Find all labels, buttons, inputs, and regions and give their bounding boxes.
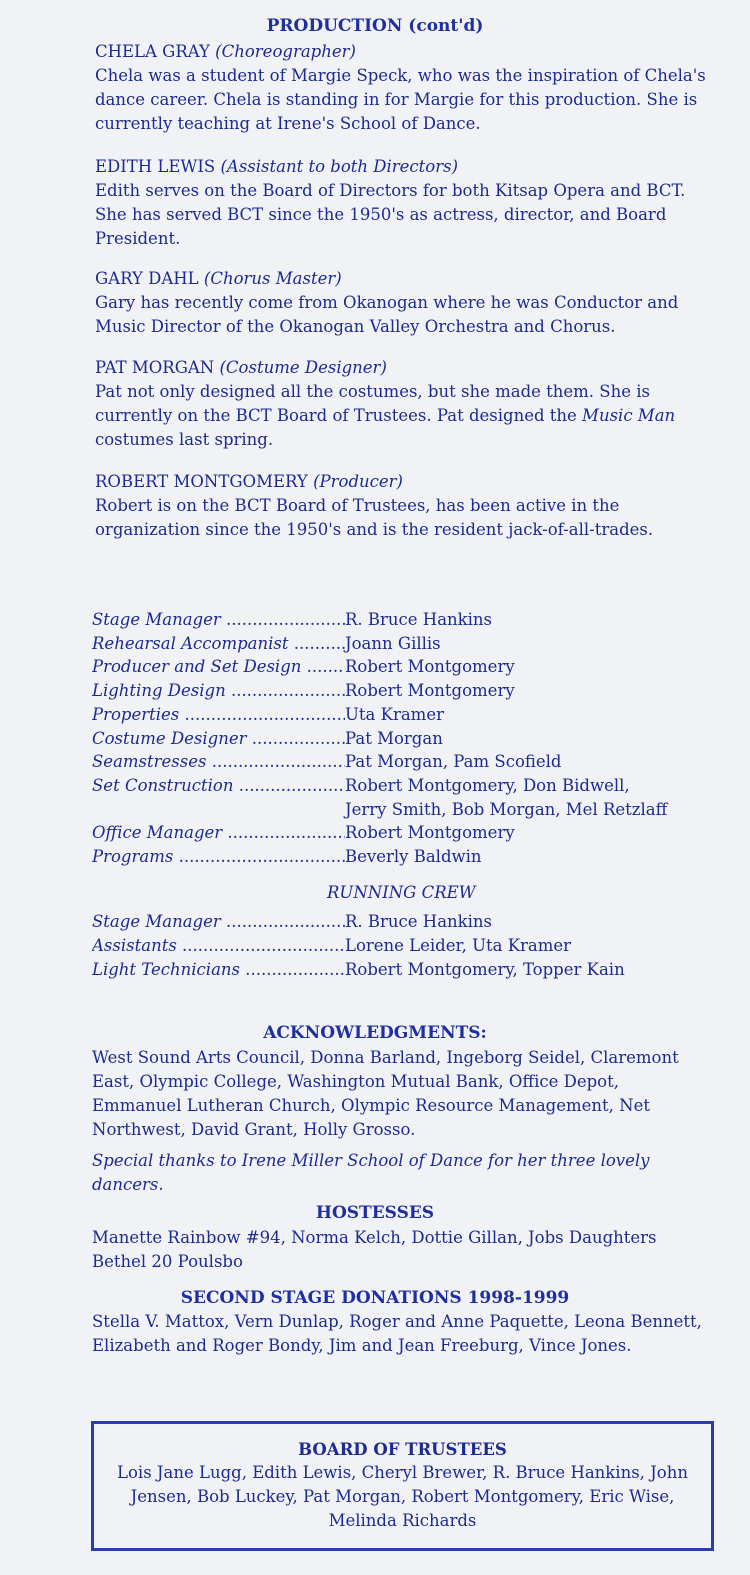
credit-row xyxy=(92,750,732,774)
donations-heading: SECOND STAGE DONATIONS 1998-1999 xyxy=(180,1288,570,1308)
bio-name: PAT MORGAN xyxy=(95,358,215,377)
bio-name: ROBERT MONTGOMERY xyxy=(95,472,308,491)
credit-row xyxy=(92,679,732,703)
bio-name-line xyxy=(95,40,715,64)
bio-text: Chela was a student of Margie Speck, who was the inspiration of Chela's dance career. Chela is standing in for Margie for this production. She is currently teaching at Irene's School of Dance. xyxy=(95,66,706,133)
crew-row xyxy=(92,910,732,934)
crew-value: Lorene Leider, Uta Kramer xyxy=(345,936,572,956)
credit-row xyxy=(92,655,732,679)
credit-row xyxy=(92,821,732,845)
credit-value: Pat Morgan, Pam Scofield xyxy=(345,752,562,772)
bio-name-line xyxy=(95,470,715,494)
bio-text-title: Music Man xyxy=(582,406,676,425)
credit-label: Set Construction ..... xyxy=(92,774,345,821)
crew-label: Stage Manager ..... xyxy=(92,910,345,934)
credit-label: Producer and Set Design ..... xyxy=(92,655,345,679)
board-heading: BOARD OF TRUSTEES xyxy=(298,1440,507,1459)
hostesses-heading: HOSTESSES xyxy=(315,1203,435,1223)
credit-label: Rehearsal Accompanist ..... xyxy=(92,632,345,656)
bio-gary-dahl xyxy=(95,267,715,339)
board-of-trustees-box xyxy=(91,1421,714,1551)
credit-value: Robert Montgomery xyxy=(345,681,515,701)
credit-row xyxy=(92,845,732,869)
bio-robert-montgomery xyxy=(95,470,715,542)
credit-value-line: Jerry Smith, Bob Morgan, Mel Retzlaff xyxy=(345,799,668,819)
bio-name-line xyxy=(95,155,715,179)
bio-text: Pat not only designed all the costumes, but she made them. She is currently on the BCT Board of Trustees. Pat designed the xyxy=(95,382,650,425)
bio-name-line xyxy=(95,267,715,291)
credit-value: Robert Montgomery xyxy=(345,657,515,677)
credit-label: Costume Designer ..... xyxy=(92,727,345,751)
acknowledgments-text: West Sound Arts Council, Donna Barland, Ingeborg Seidel, Claremont East, Olympic College, Washington Mutual Bank, Office Depot, Emmanuel Lutheran Church, Olympic Resource Management, Net Northwest, David Grant, Holly Grosso. xyxy=(92,1048,679,1139)
credit-label: Office Manager ..... xyxy=(92,821,345,845)
bio-text: Robert is on the BCT Board of Trustees, has been active in the organization since the 1950's and is the resident jack-of-all-trades. xyxy=(95,496,654,539)
credit-row xyxy=(92,703,732,727)
bio-name: CHELA GRAY xyxy=(95,42,210,61)
credit-row xyxy=(92,774,732,821)
credit-label: Lighting Design ..... xyxy=(92,679,345,703)
board-members-text: Lois Jane Lugg, Edith Lewis, Cheryl Brewer, R. Bruce Hankins, John Jensen, Bob Luckey, Pat Morgan, Robert Montgomery, Eric Wise, Melinda Richards xyxy=(117,1463,688,1530)
credit-value-line: Robert Montgomery, Don Bidwell, xyxy=(345,775,630,795)
hostesses-text: Manette Rainbow #94, Norma Kelch, Dottie Gillan, Jobs Daughters Bethel 20 Poulsbo xyxy=(92,1228,657,1271)
crew-value: Robert Montgomery, Topper Kain xyxy=(345,959,625,979)
crew-label: Light Technicians ..... xyxy=(92,958,345,982)
credit-value: R. Bruce Hankins xyxy=(345,610,493,629)
production-heading: PRODUCTION (cont'd) xyxy=(266,16,484,36)
credit-row xyxy=(92,727,732,751)
credit-value: Joann Gillis xyxy=(345,633,441,653)
bio-role: (Chorus Master) xyxy=(203,269,342,288)
bio-edith-lewis xyxy=(95,155,715,251)
donations-text: Stella V. Mattox, Vern Dunlap, Roger and Anne Paquette, Leona Bennett, Elizabeth and Roger Bondy, Jim and Jean Freeburg, Vince Jones. xyxy=(92,1312,702,1355)
credit-value: Beverly Baldwin xyxy=(345,847,482,867)
credit-label: Stage Manager ..... xyxy=(92,608,345,632)
credit-value: Pat Morgan xyxy=(345,728,443,748)
bio-text: costumes last spring. xyxy=(95,430,274,449)
credit-label: Seamstresses ..... xyxy=(92,750,345,774)
bio-name-line xyxy=(95,356,715,380)
crew-value: R. Bruce Hankins xyxy=(345,912,493,932)
bio-role: (Assistant to both Directors) xyxy=(220,157,459,176)
credit-value xyxy=(345,774,732,821)
special-thanks-text: Special thanks to Irene Miller School of Dance for her three lovely dancers. xyxy=(92,1151,650,1194)
acknowledgments-heading: ACKNOWLEDGMENTS: xyxy=(263,1023,487,1043)
credit-label: Programs ..... xyxy=(92,845,345,869)
bio-text: Edith serves on the Board of Directors for both Kitsap Opera and BCT. She has served BCT since the 1950's as actress, director, and Board President. xyxy=(95,181,686,248)
running-crew-heading: RUNNING CREW xyxy=(327,882,476,902)
bio-role: (Producer) xyxy=(313,472,403,491)
credit-row xyxy=(92,632,732,656)
credits-list xyxy=(92,608,732,982)
bio-name: GARY DAHL xyxy=(95,269,199,288)
bio-text: Gary has recently come from Okanogan where he was Conductor and Music Director of the Okanogan Valley Orchestra and Chorus. xyxy=(95,293,679,336)
crew-row xyxy=(92,934,732,958)
bio-role: (Choreographer) xyxy=(215,42,356,61)
credit-row xyxy=(92,608,732,632)
credit-value: Robert Montgomery xyxy=(345,823,515,843)
bio-role: (Costume Designer) xyxy=(219,358,387,377)
bio-name: EDITH LEWIS xyxy=(95,157,216,176)
crew-label: Assistants ..... xyxy=(92,934,345,958)
crew-row xyxy=(92,958,732,982)
credit-value: Uta Kramer xyxy=(345,704,444,724)
bio-pat-morgan xyxy=(95,356,715,452)
bio-chela-gray xyxy=(95,40,715,136)
credit-label: Properties ..... xyxy=(92,703,345,727)
